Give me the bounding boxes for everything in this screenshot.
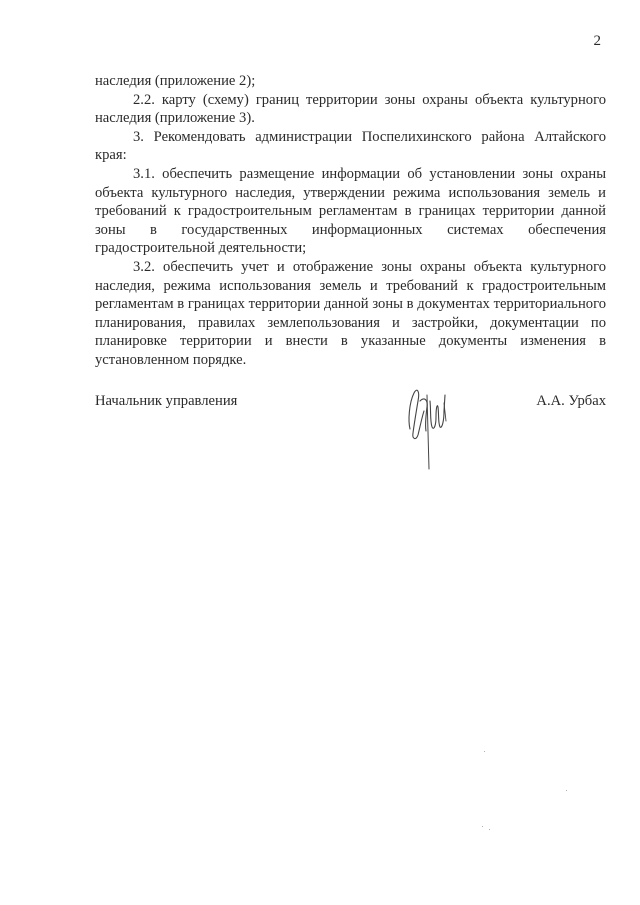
paragraph-continuation: наследия (приложение 2); bbox=[95, 73, 256, 89]
signatory-name: А.А. Урбах bbox=[536, 393, 606, 409]
scan-speck bbox=[566, 790, 567, 791]
document-body bbox=[95, 72, 606, 370]
scan-speck bbox=[489, 829, 490, 830]
paragraph-3: 3. Рекомендовать администрации Поспелихинского района Алтайского края: bbox=[95, 128, 606, 164]
scan-speck bbox=[482, 826, 483, 827]
signatory-position: Начальник управления bbox=[95, 393, 238, 409]
paragraph-3-1: 3.1. обеспечить размещение информации об установлении зоны охраны объекта культурного наследия, утверждении режима использования земель и требований к градостроительным регламентам в границах территории данной зоны в государственных информационных системах обеспечения градостроительной деятельности; bbox=[95, 165, 606, 257]
paragraph-3-2: 3.2. обеспечить учет и отображение зоны охраны объекта культурного наследия, режима использования земель и требований к градостроительным регламентам в границах территории данной зоны в документах территориального планирования, правилах землепользования и застройки, документации по планировке территории и внести в указанные документы изменения в установленном порядке. bbox=[95, 258, 606, 368]
paragraph-2-2: 2.2. карту (схему) границ территории зоны охраны объекта культурного наследия (приложение 3). bbox=[95, 91, 606, 127]
page-number: 2 bbox=[593, 33, 601, 49]
scan-speck bbox=[484, 751, 485, 752]
handwritten-signature bbox=[400, 381, 460, 471]
signature-block bbox=[95, 393, 606, 483]
